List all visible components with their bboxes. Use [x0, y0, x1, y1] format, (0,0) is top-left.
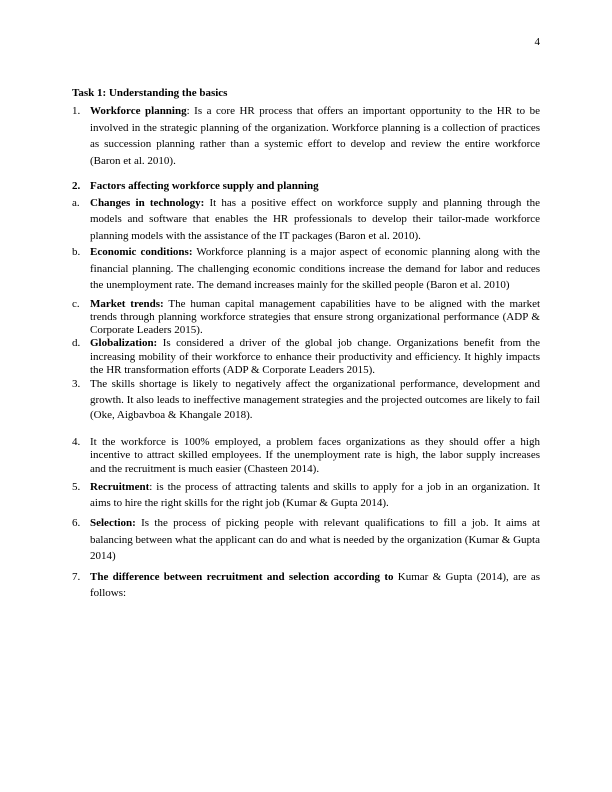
definition-market: The human capital management capabilities have to be aligned with the market trends through planning workforce strategies that ensure strong organizational performance (ADP & Corporate Leaders 2015).	[90, 297, 541, 337]
list-item-market	[72, 298, 540, 338]
term-recruitment: Recruitment	[90, 480, 150, 493]
term-economic: Economic conditions:	[90, 246, 193, 258]
list-marker: 3.	[72, 378, 81, 391]
document-body	[72, 86, 540, 602]
list-marker: 2.	[72, 180, 81, 192]
list-item-globalization	[72, 337, 540, 377]
list-item-technology	[72, 195, 540, 245]
definition-selection: Is the process of picking people with relevant qualifications to fill a job. It aims at balancing between what the applicant can do and what is needed by the organization (Kumar & Gupta 2014)	[90, 517, 540, 563]
definition-globalization: Is considered a driver of the global job change. Organizations benefit from the increasing mobility of their workforce to enhance their productivity and efficiency. It highly impacts the HR transformation efforts (ADP & Corporate Leaders 2015).	[90, 337, 540, 376]
paragraph-skills-shortage: The skills shortage is likely to negatively affect the organizational performance, development and growth. It also leads to ineffective management strategies and the projected outcomes are likely to fail (Oke, Aigbavboa & Khangale 2018).	[90, 378, 540, 422]
list-item-recruitment	[72, 480, 540, 511]
list-marker: 7.	[72, 570, 81, 583]
factors-heading: Factors affecting workforce supply and planning	[90, 180, 319, 192]
term-technology: Changes in technology:	[90, 196, 205, 209]
term-market: Market trends:	[90, 297, 164, 310]
term-selection: Selection:	[90, 517, 136, 530]
list-marker: 4.	[72, 436, 81, 449]
list-marker: b.	[72, 246, 81, 258]
text-difference: Kumar & Gupta (2014), are as follows:	[90, 570, 540, 600]
list-marker: 5.	[72, 480, 81, 493]
term-workforce-planning: Workforce planning	[90, 105, 187, 117]
paragraph-employment: It the workforce is 100% employed, a problem faces organizations as they should offer a high incentive to attract skilled employees. If the unemployment rate is high, the labor supply increases and the recruitment is much easier (Chasteen 2014).	[90, 436, 540, 475]
list-marker: c.	[72, 297, 80, 310]
list-marker: d.	[72, 337, 81, 350]
term-difference: The difference between recruitment and selection according to	[90, 570, 394, 583]
list-item-selection	[72, 515, 540, 565]
definition-technology: It has a positive effect on workforce supply and planning through the models and software that enables the HR professionals to develop their tailor-made workforce planning models with the assistance of the IT packages (Baron et al. 2010).	[90, 196, 541, 242]
list-item-economic	[72, 244, 540, 294]
list-marker: 1.	[72, 105, 81, 117]
definition-workforce-planning: : Is a core HR process that offers an important opportunity to the HR to be involved in the strategic planning of the organization. Workforce planning is a collection of practices as succession planning rather than a systemic effort to develop and review the entire workforce (Baron et al. 2010).	[90, 105, 540, 167]
list-item-workforce-planning	[72, 103, 540, 169]
list-item-skills-shortage	[72, 377, 540, 424]
definition-economic: Workforce planning is a major aspect of economic planning along with the financial planning. The challenging economic conditions increase the demand for labor and reduces the unemployment rate. The demand increases mainly for the skilled people (Baron et al. 2010)	[90, 246, 540, 291]
list-item-employment	[72, 436, 540, 476]
task-heading: Task 1: Understanding the basics	[72, 87, 228, 99]
page-number: 4	[534, 36, 540, 48]
list-item-difference	[72, 569, 540, 602]
list-marker: a.	[72, 196, 80, 209]
term-globalization: Globalization:	[90, 337, 158, 350]
section-heading-factors	[72, 178, 540, 195]
list-marker: 6.	[72, 517, 81, 530]
definition-recruitment: : is the process of attracting talents and skills to apply for a job in an organization. It aims to hire the right skills for the right job (Kumar & Gupta 2014).	[90, 480, 540, 509]
